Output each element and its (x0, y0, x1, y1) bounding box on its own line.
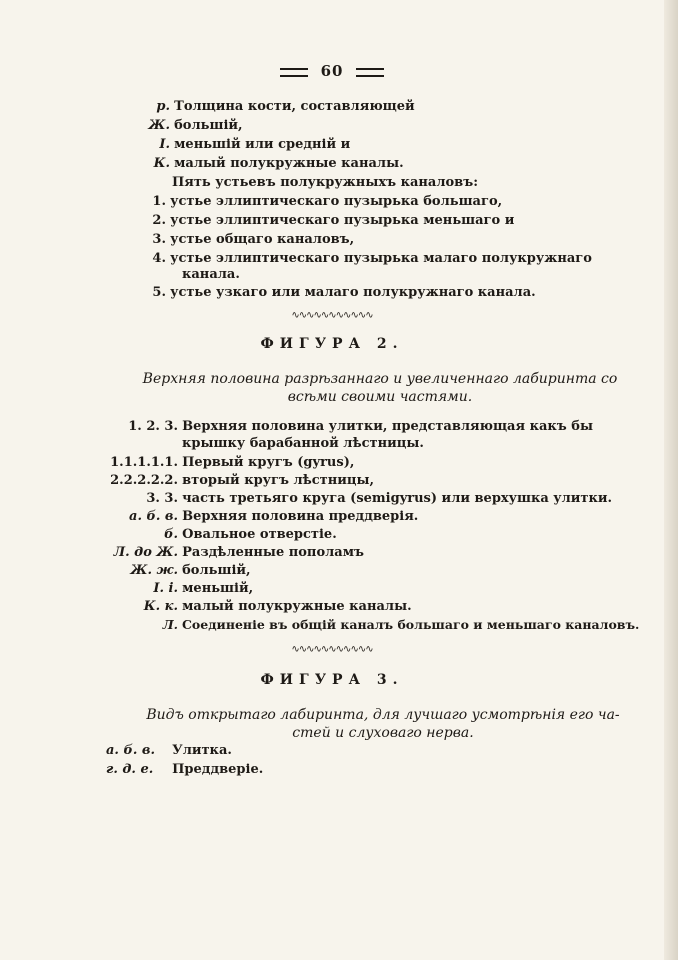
figure3-caption-line1: Видъ открытаго лабиринта, для лучшаго усмотрѣнія его ча- (146, 707, 620, 723)
page-number: 60 (320, 62, 344, 80)
figure2-title: ФИГУРА 2. (260, 336, 404, 352)
figure2-item: Л. до Ж. Раздѣленные пополамъ (113, 545, 364, 560)
list-item: 2. устье эллиптическаго пузырька меньшаго и (152, 213, 515, 228)
figure3-item: а. б. в. Улитка. (106, 743, 232, 758)
figure2-caption-line2: всѣми своими частями. (287, 389, 473, 405)
list-item: 4. устье эллиптическаго пузырька малаго полукружнаго (152, 251, 592, 266)
figure2-item: К. к. малый полукружные каналы. (143, 599, 412, 614)
section1-line: p. Толщина кости, составляющей (156, 99, 415, 114)
figure2-item: б. Овальное отверстіе. (164, 527, 337, 542)
figure3-item: г. д. е. Преддверіе. (106, 762, 264, 777)
section1-line: К. малый полукружные каналы. (153, 156, 404, 171)
section1-heading: Пять устьевъ полукружныхъ каналовъ: (172, 175, 478, 190)
figure3-title: ФИГУРА 3. (260, 672, 404, 688)
header-rule-left (280, 68, 308, 77)
list-item: 3. устье общаго каналовъ, (152, 232, 355, 247)
figure2-caption-line1: Верхняя половина разрѣзаннаго и увеличеннаго лабиринта со (142, 371, 618, 387)
figure2-item: 1. 2. 3. Верхняя половина улитки, представляющая какъ бы (128, 419, 594, 434)
figure2-item: 3. 3. часть третьяго круга (semigyrus) или верхушка улитки. (146, 491, 613, 506)
page-edge (664, 0, 678, 960)
list-item: 1. устье эллиптическаго пузырька большаго, (152, 194, 503, 209)
figure2-item: Ж. ж. большій, (130, 563, 251, 578)
figure2-item-continuation: крышку барабанной лѣстницы. (182, 436, 424, 451)
section-ornament: ∿∿∿∿∿∿∿∿∿∿∿ (291, 644, 373, 655)
page-header (0, 62, 664, 80)
list-item-continuation: канала. (182, 267, 240, 282)
section1-line: I. меньшій или средній и (159, 137, 351, 152)
figure2-item: I. i. меньшій, (153, 581, 254, 596)
list-item: 5. устье узкаго или малаго полукружнаго канала. (152, 285, 536, 300)
figure2-item: 1.1.1.1.1. Первый кругъ (gyrus), (110, 455, 355, 470)
figure2-item: а. б. в. Верхняя половина преддверія. (129, 509, 419, 524)
section-ornament: ∿∿∿∿∿∿∿∿∿∿∿ (291, 310, 373, 321)
figure2-item: Л. Соединеніе въ общій каналъ большаго и меньшаго каналовъ. (162, 617, 640, 632)
figure3-caption-line2: стей и слуховаго нерва. (292, 725, 474, 741)
section1-line: Ж. большій, (148, 118, 243, 133)
figure2-item: 2.2.2.2.2. вторый кругъ лѣстницы, (110, 473, 375, 488)
header-rule-right (356, 68, 384, 77)
